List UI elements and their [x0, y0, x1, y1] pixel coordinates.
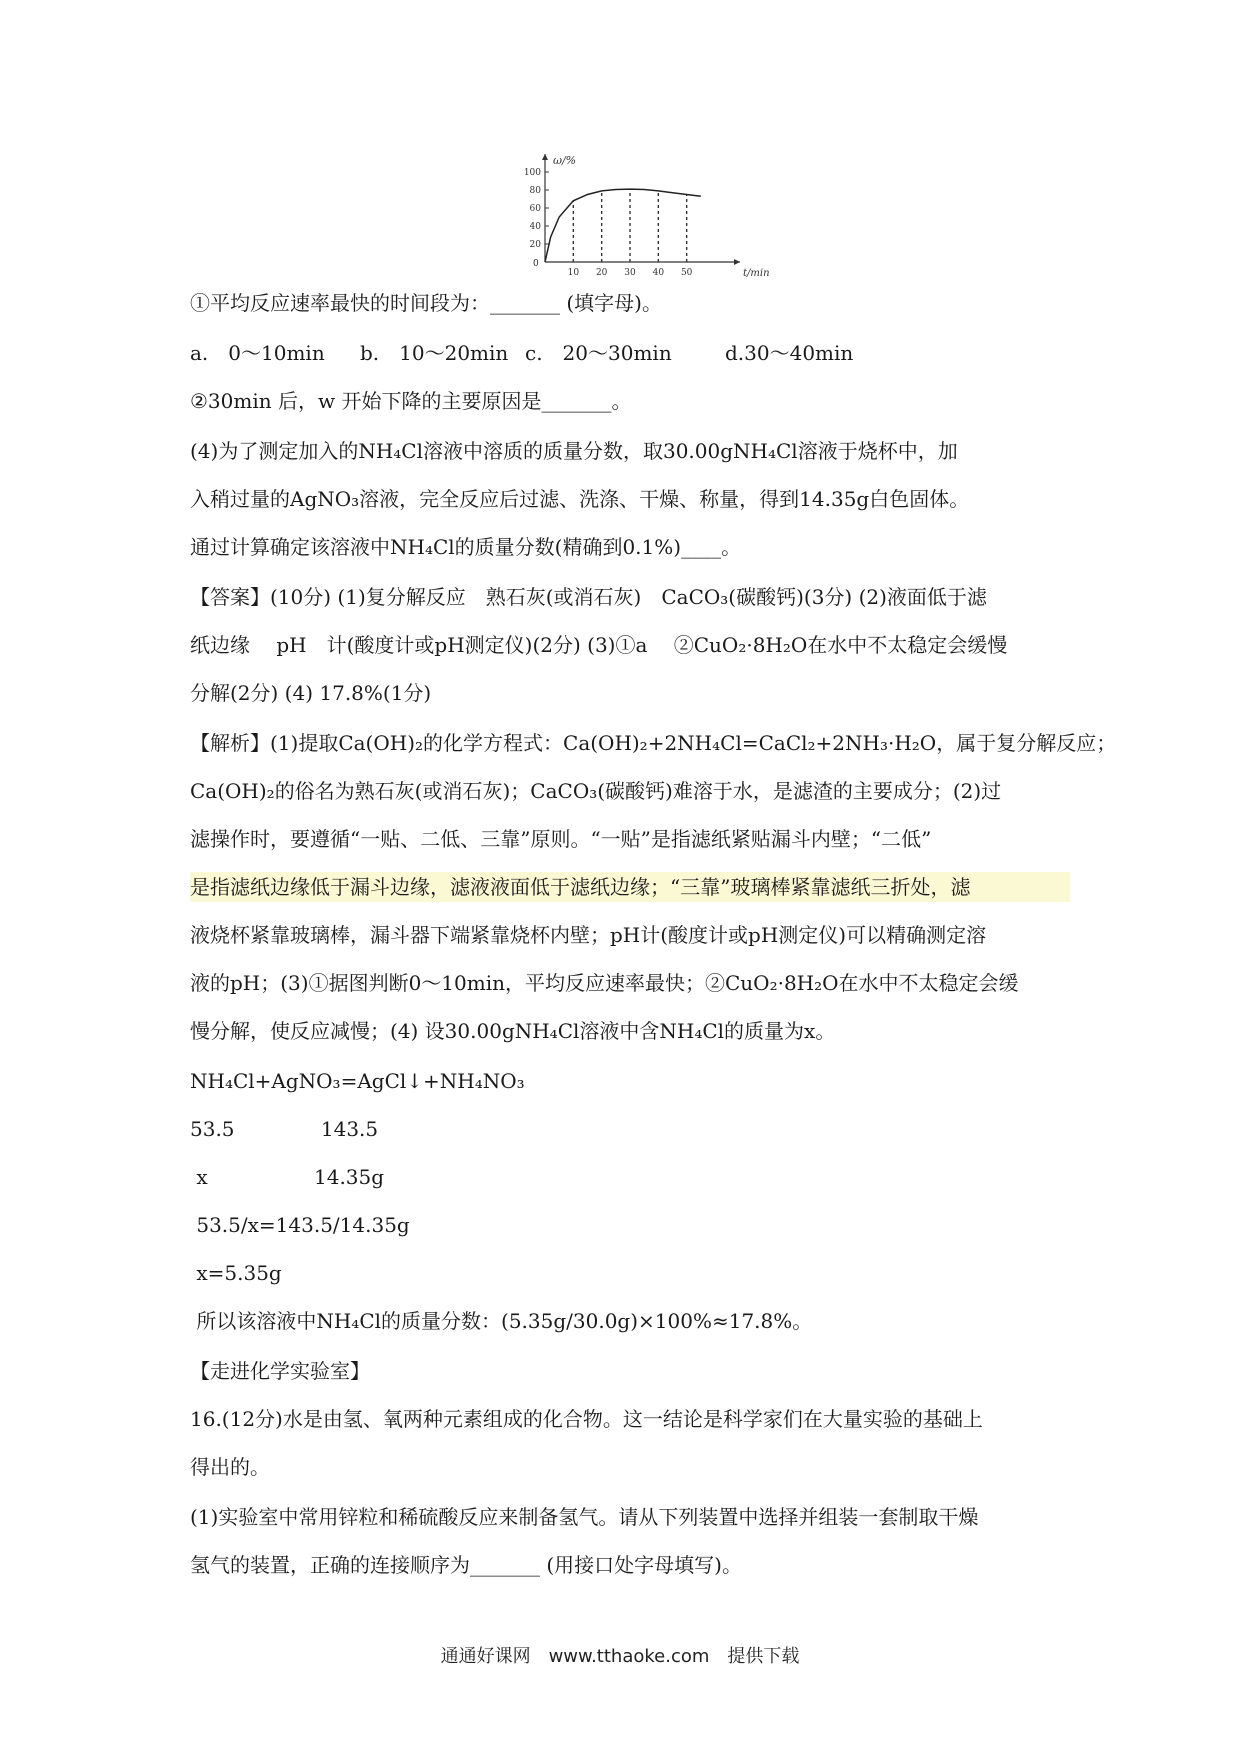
x-tick-label: 50 — [680, 268, 693, 278]
y-axis-label: ω/% — [553, 154, 577, 167]
x-axis-label: t/min — [743, 268, 770, 279]
option-b: b. 10～20min — [360, 341, 509, 365]
question-16-line-2: 得出的。 — [190, 1455, 270, 1479]
question-4-line-3: 通过计算确定该溶液中NH₄Cl的质量分数(精确到0.1%)____。 — [190, 535, 742, 559]
answer-line-1: 【答案】(10分) (1)复分解反应 熟石灰(或消石灰) CaCO₃(碳酸钙)(3分) (2)液面低于滤 — [190, 585, 987, 609]
option-a: a. 0～10min — [190, 341, 325, 365]
reaction-chart — [505, 150, 770, 280]
question-4-line-2: 入稍过量的AgNO₃溶液，完全反应后过滤、洗涤、干燥、称量，得到14.35g白色固体。 — [190, 487, 970, 511]
question-16-line-1: 16.(12分)水是由氢、氧两种元素组成的化合物。这一结论是科学家们在大量实验的基础上 — [190, 1407, 983, 1431]
calc-row-4: x=5.35g — [190, 1261, 282, 1285]
analysis-line-7: 慢分解，使反应减慢；(4) 设30.00gNH₄Cl溶液中含NH₄Cl的质量为x。 — [190, 1019, 836, 1043]
question-3-part-2: ②30min 后，w 开始下降的主要原因是_______。 — [190, 389, 632, 413]
question-4-line-1: (4)为了测定加入的NH₄Cl溶液中溶质的质量分数，取30.00gNH₄Cl溶液于烧杯中，加 — [190, 439, 958, 463]
y-tick-label: 60 — [529, 204, 541, 214]
y-tick-label: 80 — [529, 186, 541, 196]
section-title: 【走进化学实验室】 — [190, 1359, 370, 1383]
x-tick-label: 20 — [595, 268, 608, 278]
analysis-line-6: 液的pH；(3)①据图判断0～10min，平均反应速率最快；②CuO₂·8H₂O在水中不太稳定会缓 — [190, 971, 1019, 995]
calc-equation: NH₄Cl+AgNO₃=AgCl↓+NH₄NO₃ — [190, 1069, 525, 1093]
analysis-line-5: 液烧杯紧靠玻璃棒，漏斗器下端紧靠烧杯内壁；pH计(酸度计或pH测定仪)可以精确测定溶 — [190, 923, 987, 947]
y-tick-label: 100 — [523, 168, 541, 178]
option-d: d.30～40min — [725, 341, 854, 365]
option-c: c. 20～30min — [525, 341, 672, 365]
x-tick-label: 30 — [624, 268, 636, 278]
analysis-line-2: Ca(OH)₂的俗名为熟石灰(或消石灰)；CaCO₃(碳酸钙)难溶于水，是滤渣的主要成分；(2)过 — [190, 779, 1002, 803]
analysis-line-1: 【解析】(1)提取Ca(OH)₂的化学方程式：Ca(OH)₂+2NH₄Cl=CaCl₂+2NH₃·H₂O，属于复分解反应； — [190, 731, 1117, 755]
calc-row-2: x 14.35g — [190, 1165, 385, 1189]
y-tick-label: 20 — [529, 240, 541, 250]
series-line — [545, 189, 701, 262]
y-axis-arrow — [542, 154, 548, 160]
x-axis-arrow — [734, 259, 740, 265]
calc-result: 所以该溶液中NH₄Cl的质量分数：(5.35g/30.0g)×100%≈17.8%。 — [190, 1309, 813, 1333]
analysis-line-3: 滤操作时，要遵循“一贴、二低、三靠”原则。“一贴”是指滤纸紧贴漏斗内壁；“二低” — [190, 827, 932, 851]
answer-line-3: 分解(2分) (4) 17.8%(1分) — [190, 681, 432, 705]
x-tick-label: 10 — [567, 268, 580, 278]
question-3-options — [190, 338, 1070, 368]
calc-row-1: 53.5 143.5 — [190, 1117, 379, 1141]
question-16-1-line-2: 氢气的装置，正确的连接顺序为_______ (用接口处字母填写)。 — [190, 1553, 742, 1577]
analysis-line-4: 是指滤纸边缘低于漏斗边缘，滤液液面低于滤纸边缘；“三靠”玻璃棒紧靠滤纸三折处，滤 — [190, 872, 1070, 902]
y-tick-label: 40 — [529, 222, 541, 232]
calc-row-3: 53.5/x=143.5/14.35g — [190, 1213, 410, 1237]
x-tick-label: 40 — [652, 268, 665, 278]
answer-line-2: 纸边缘 pH 计(酸度计或pH测定仪)(2分) (3)①a ②CuO₂·8H₂O在水中不太稳定会缓慢 — [190, 633, 1008, 657]
question-16-1-line-1: (1)实验室中常用锌粒和稀硫酸反应来制备氢气。请从下列装置中选择并组装一套制取干燥 — [190, 1505, 979, 1529]
footer-watermark: 通通好课网 www.tthaoke.com 提供下载 — [440, 1646, 800, 1667]
origin-label: 0 — [533, 259, 539, 269]
question-3-part-1: ①平均反应速率最快的时间段为：_______ (填字母)。 — [190, 291, 662, 315]
